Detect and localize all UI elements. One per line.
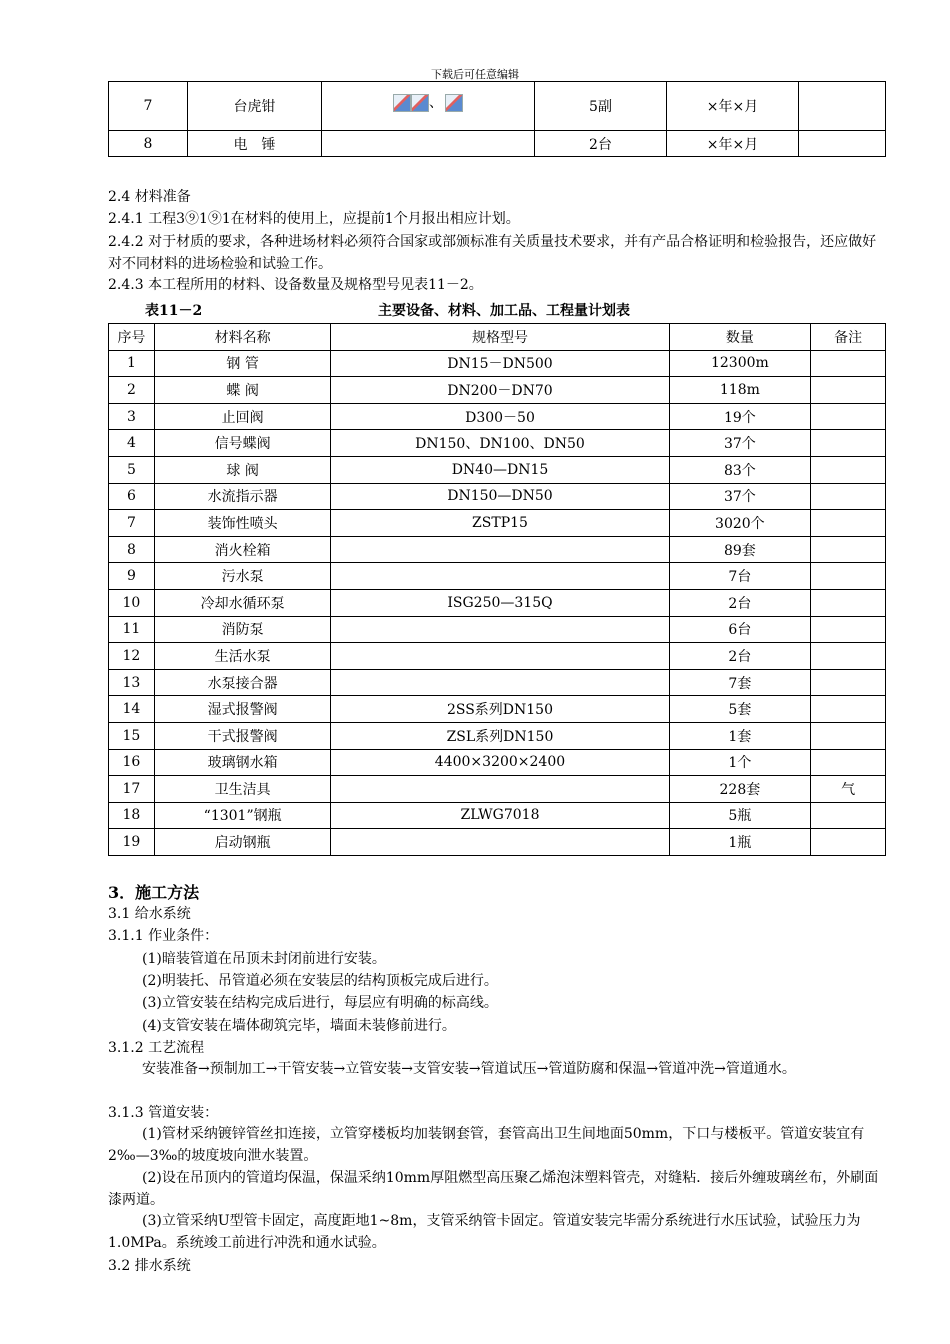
broken-image-icon <box>445 94 463 112</box>
cell-name: 生活水泵 <box>154 643 331 670</box>
cell-no: 8 <box>109 536 155 563</box>
cell-note <box>811 749 886 776</box>
cell-spec: DN15－DN500 <box>331 350 669 377</box>
image-separator: 、 <box>429 95 443 111</box>
cell-spec: ZSTP15 <box>331 510 669 537</box>
cell-qty: 7套 <box>669 669 811 696</box>
cell-spec: DN150、DN100、DN50 <box>331 430 669 457</box>
cell-note <box>811 589 886 616</box>
tool-name: 台虎钳 <box>188 82 322 131</box>
paragraph: (1)管材采纳镀锌管丝扣连接，立管穿楼板均加装钢套管，套管高出卫生间地面50mm，下口与楼板平。管道安装宜有2‰—3‰的坡度坡向泄水装置。 <box>108 1126 865 1164</box>
cell-name: 钢 管 <box>154 350 331 377</box>
table-row <box>109 377 886 404</box>
cell-spec: ZLWG7018 <box>331 802 669 829</box>
cell-qty: 12300m <box>669 350 811 377</box>
table-number: 表11－2 <box>145 303 203 319</box>
cell-spec <box>331 563 669 590</box>
cell-name: 干式报警阀 <box>154 722 331 749</box>
cell-note <box>811 829 886 856</box>
table-row <box>109 696 886 723</box>
tool-images <box>322 82 535 131</box>
section-heading: 3.1 给水系统 <box>108 906 191 922</box>
section-heading: 3.2 排水系统 <box>108 1258 191 1274</box>
cell-no: 4 <box>109 430 155 457</box>
cell-no: 2 <box>109 377 155 404</box>
cell-name: 水流指示器 <box>154 483 331 510</box>
table-row <box>109 350 886 377</box>
cell-note <box>811 696 886 723</box>
paragraph: 2.4.1 工程3⑨1⑨1在材料的使用上，应提前1个月报出相应计划。 <box>108 211 520 227</box>
tools-table <box>108 81 886 157</box>
process-flow: 安装准备→预制加工→干管安装→立管安装→支管安装→管道试压→管道防腐和保温→管道冲洗→管道通水。 <box>142 1061 796 1077</box>
cell-no: 10 <box>109 589 155 616</box>
cell-no: 14 <box>109 696 155 723</box>
cell-no: 19 <box>109 829 155 856</box>
cell-qty: 1瓶 <box>669 829 811 856</box>
table-row <box>109 510 886 537</box>
cell-qty: 1个 <box>669 749 811 776</box>
cell-no: 1 <box>109 350 155 377</box>
cell-note <box>811 456 886 483</box>
paragraph: (2)设在吊顶内的管道均保温，保温采纳10mm厚阻燃型高压聚乙烯泡沫塑料管壳，对缝粘．接后外缠玻璃丝布，外刷面漆两道。 <box>108 1170 879 1208</box>
cell-qty: 6台 <box>669 616 811 643</box>
column-header: 规格型号 <box>331 324 669 351</box>
paragraph: 2.4.2 对于材质的要求，各种进场材料必须符合国家或部颁标准有关质量技术要求，并有产品合格证明和检验报告，还应做好对不同材料的进场检验和试验工作。 <box>108 234 877 272</box>
cell-qty: 83个 <box>669 456 811 483</box>
cell-spec <box>331 643 669 670</box>
materials-table <box>108 323 886 856</box>
cell-name: 消火栓箱 <box>154 536 331 563</box>
cell-qty: 2台 <box>669 643 811 670</box>
cell-note <box>811 377 886 404</box>
cell-spec: ZSL系列DN150 <box>331 722 669 749</box>
cell-note <box>811 403 886 430</box>
cell-note <box>811 563 886 590</box>
cell-spec: D300－50 <box>331 403 669 430</box>
cell-name: 玻璃钢水箱 <box>154 749 331 776</box>
cell-name: 污水泵 <box>154 563 331 590</box>
cell-no: 15 <box>109 722 155 749</box>
header-note: 下载后可任意编辑 <box>431 68 519 81</box>
section-heading: 2.4 材料准备 <box>108 189 191 205</box>
subsection-heading: 3.1.3 管道安装： <box>108 1105 219 1121</box>
table-title: 主要设备、材料、加工品、工程量计划表 <box>378 303 630 319</box>
tool-date: ×年×月 <box>667 131 799 157</box>
cell-name: 启动钢瓶 <box>154 829 331 856</box>
cell-spec: DN150—DN50 <box>331 483 669 510</box>
cell-spec: DN200－DN70 <box>331 377 669 404</box>
cell-no: 17 <box>109 776 155 803</box>
table-row <box>109 616 886 643</box>
table-row <box>109 430 886 457</box>
cell-no: 7 <box>109 510 155 537</box>
row-number: 8 <box>109 131 188 157</box>
cell-spec <box>331 776 669 803</box>
list-item: (1)暗装管道在吊顶未封闭前进行安装。 <box>142 951 386 967</box>
cell-name: 冷却水循环泵 <box>154 589 331 616</box>
column-header: 序号 <box>109 324 155 351</box>
cell-qty: 228套 <box>669 776 811 803</box>
section-title: 3．施工方法 <box>108 883 200 902</box>
tool-date: ×年×月 <box>667 82 799 131</box>
cell-note: 气 <box>811 776 886 803</box>
tool-name: 电 锤 <box>188 131 322 157</box>
cell-note <box>811 536 886 563</box>
tool-quantity: 2台 <box>535 131 667 157</box>
table-row <box>109 829 886 856</box>
cell-note <box>811 802 886 829</box>
cell-note <box>811 510 886 537</box>
cell-qty: 37个 <box>669 430 811 457</box>
row-number: 7 <box>109 82 188 131</box>
cell-note <box>811 430 886 457</box>
cell-spec: 4400×3200×2400 <box>331 749 669 776</box>
tool-images <box>322 131 535 157</box>
cell-qty: 7台 <box>669 563 811 590</box>
tool-note <box>799 131 886 157</box>
cell-note <box>811 616 886 643</box>
cell-spec <box>331 829 669 856</box>
cell-note <box>811 643 886 670</box>
list-item: (4)支管安装在墙体砌筑完毕，墙面未装修前进行。 <box>142 1018 456 1034</box>
table-row <box>109 131 886 157</box>
cell-no: 18 <box>109 802 155 829</box>
table-row <box>109 536 886 563</box>
table-row <box>109 483 886 510</box>
table-row <box>109 722 886 749</box>
cell-no: 16 <box>109 749 155 776</box>
cell-qty: 19个 <box>669 403 811 430</box>
cell-qty: 89套 <box>669 536 811 563</box>
cell-no: 6 <box>109 483 155 510</box>
cell-name: 卫生洁具 <box>154 776 331 803</box>
table-row <box>109 82 886 131</box>
list-item: (2)明装托、吊管道必须在安装层的结构顶板完成后进行。 <box>142 973 498 989</box>
table-row <box>109 776 886 803</box>
cell-qty: 5瓶 <box>669 802 811 829</box>
cell-qty: 2台 <box>669 589 811 616</box>
cell-name: 蝶 阀 <box>154 377 331 404</box>
cell-name: 止回阀 <box>154 403 331 430</box>
broken-image-icon <box>411 94 429 112</box>
cell-name: 信号蝶阀 <box>154 430 331 457</box>
list-item: (3)立管安装在结构完成后进行，每层应有明确的标高线。 <box>142 995 498 1011</box>
tool-quantity: 5副 <box>535 82 667 131</box>
column-header: 材料名称 <box>154 324 331 351</box>
cell-name: 球 阀 <box>154 456 331 483</box>
cell-spec: 2SS系列DN150 <box>331 696 669 723</box>
cell-qty: 1套 <box>669 722 811 749</box>
subsection-heading: 3.1.1 作业条件： <box>108 928 219 944</box>
cell-spec: ISG250—315Q <box>331 589 669 616</box>
subsection-heading: 3.1.2 工艺流程 <box>108 1040 205 1056</box>
cell-name: 水泵接合器 <box>154 669 331 696</box>
cell-no: 13 <box>109 669 155 696</box>
broken-image-icon <box>393 94 411 112</box>
paragraph: (3)立管采纳U型管卡固定，高度距地1~8m，支管采纳管卡固定。管道安装完毕需分系统进行水压试验，试验压力为1.0MPa。系统竣工前进行冲洗和通水试验。 <box>108 1213 861 1251</box>
column-header: 备注 <box>811 324 886 351</box>
cell-no: 3 <box>109 403 155 430</box>
table-row <box>109 456 886 483</box>
table-header-row <box>109 324 886 351</box>
table-row <box>109 643 886 670</box>
table-row <box>109 802 886 829</box>
cell-qty: 5套 <box>669 696 811 723</box>
cell-name: 消防泵 <box>154 616 331 643</box>
cell-name: “1301”钢瓶 <box>154 802 331 829</box>
tool-note <box>799 82 886 131</box>
table-row <box>109 589 886 616</box>
cell-no: 12 <box>109 643 155 670</box>
cell-qty: 37个 <box>669 483 811 510</box>
cell-qty: 118m <box>669 377 811 404</box>
table-row <box>109 403 886 430</box>
cell-note <box>811 350 886 377</box>
cell-name: 湿式报警阀 <box>154 696 331 723</box>
cell-spec <box>331 536 669 563</box>
cell-spec: DN40—DN15 <box>331 456 669 483</box>
cell-note <box>811 483 886 510</box>
cell-no: 11 <box>109 616 155 643</box>
cell-spec <box>331 669 669 696</box>
cell-no: 5 <box>109 456 155 483</box>
table-row <box>109 669 886 696</box>
cell-name: 装饰性喷头 <box>154 510 331 537</box>
table-row <box>109 563 886 590</box>
paragraph: 2.4.3 本工程所用的材料、设备数量及规格型号见表11－2。 <box>108 277 483 293</box>
column-header: 数量 <box>669 324 811 351</box>
cell-spec <box>331 616 669 643</box>
table-row <box>109 749 886 776</box>
cell-note <box>811 722 886 749</box>
cell-no: 9 <box>109 563 155 590</box>
cell-qty: 3020个 <box>669 510 811 537</box>
cell-note <box>811 669 886 696</box>
